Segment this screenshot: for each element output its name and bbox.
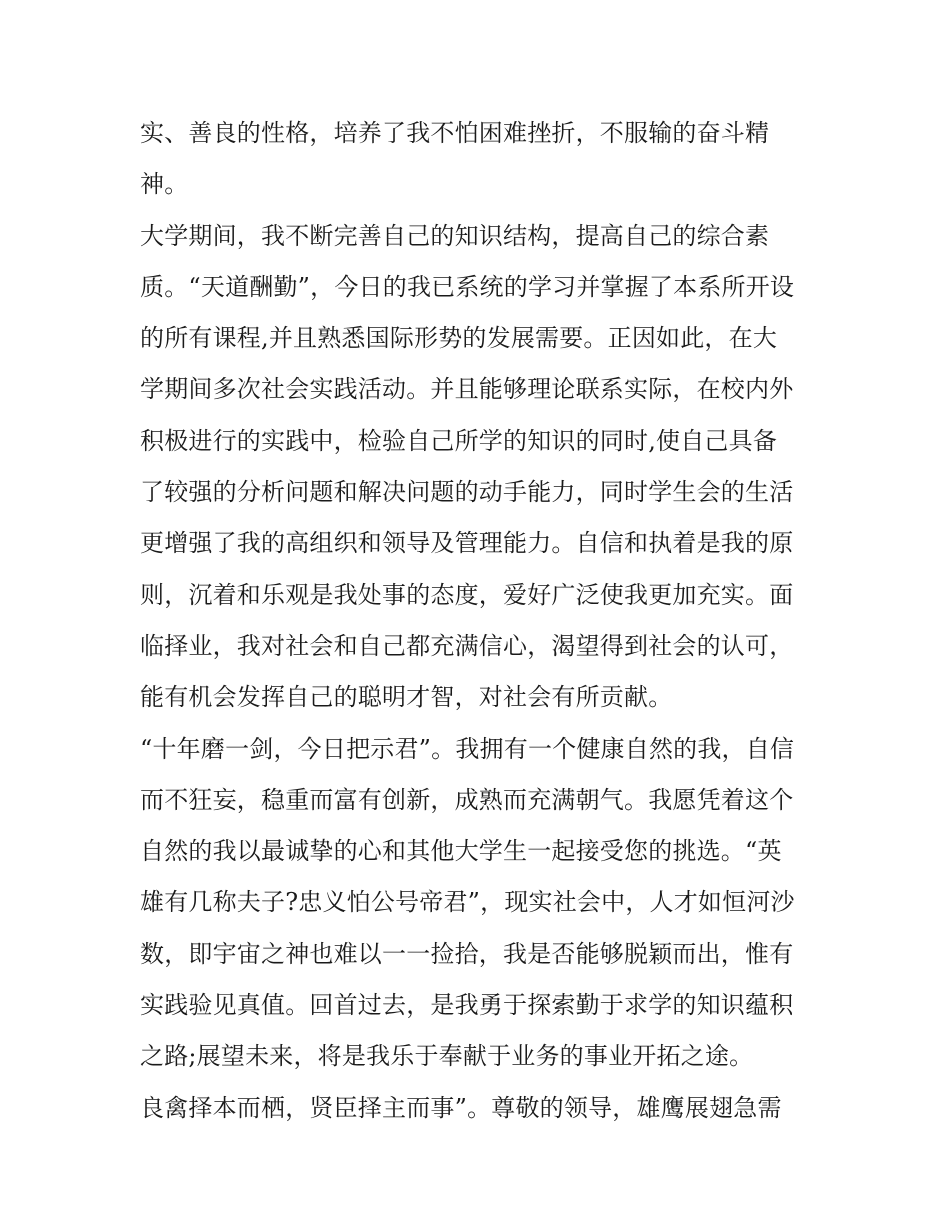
text-line: 良禽择本而栖，贤臣择主而事”。尊敬的领导，雄鹰展翅急需: [140, 1093, 782, 1122]
text-line: 雄有几称夫子?忠义怕公号帝君”，现实社会中，人才如恒河沙: [140, 888, 795, 917]
text-line: 临择业，我对社会和自己都充满信心，渴望得到社会的认可，: [140, 631, 794, 660]
text-line: 的所有课程,并且熟悉国际形势的发展需要。正因如此，在大: [140, 324, 778, 353]
text-line: 能有机会发挥自己的聪明才智，对社会有所贡献。: [140, 683, 673, 712]
text-line: 学期间多次社会实践活动。并且能够理论联系实际，在校内外: [140, 375, 794, 404]
text-line: 积极进行的实践中，检验自己所学的知识的同时,使自己具备: [140, 426, 778, 455]
text-line: 大学期间，我不断完善自己的知识结构，提高自己的综合素: [140, 221, 770, 250]
text-line: 实践验见真值。回首过去，是我勇于探索勤于求学的知识蕴积: [140, 991, 794, 1020]
text-line: 质。“天道酬勤”，今日的我已系统的学习并掌握了本系所开设: [140, 272, 795, 301]
text-line: “十年磨一剑，今日把示君”。我拥有一个健康自然的我，自信: [140, 734, 795, 763]
text-line: 自然的我以最诚挚的心和其他大学生一起接受您的挑选。“英: [140, 837, 782, 866]
text-line: 神。: [140, 170, 189, 199]
text-line: 则，沉着和乐观是我处事的态度，爱好广泛使我更加充实。面: [140, 580, 794, 609]
text-line: 数，即宇宙之神也难以一一捡拾，我是否能够脱颖而出，惟有: [140, 939, 794, 968]
text-line: 而不狂妄，稳重而富有创新，成熟而充满朝气。我愿凭着这个: [140, 785, 794, 814]
text-line: 了较强的分析问题和解决问题的动手能力，同时学生会的生活: [140, 478, 794, 507]
text-line: 之路;展望未来，将是我乐于奉献于业务的事业开拓之途。: [140, 1042, 754, 1071]
text-line: 实、善良的性格，培养了我不怕困难挫折，不服输的奋斗精: [140, 119, 770, 147]
body-text: [140, 108, 820, 1134]
text-line: 更增强了我的高组织和领导及管理能力。自信和执着是我的原: [140, 529, 794, 558]
